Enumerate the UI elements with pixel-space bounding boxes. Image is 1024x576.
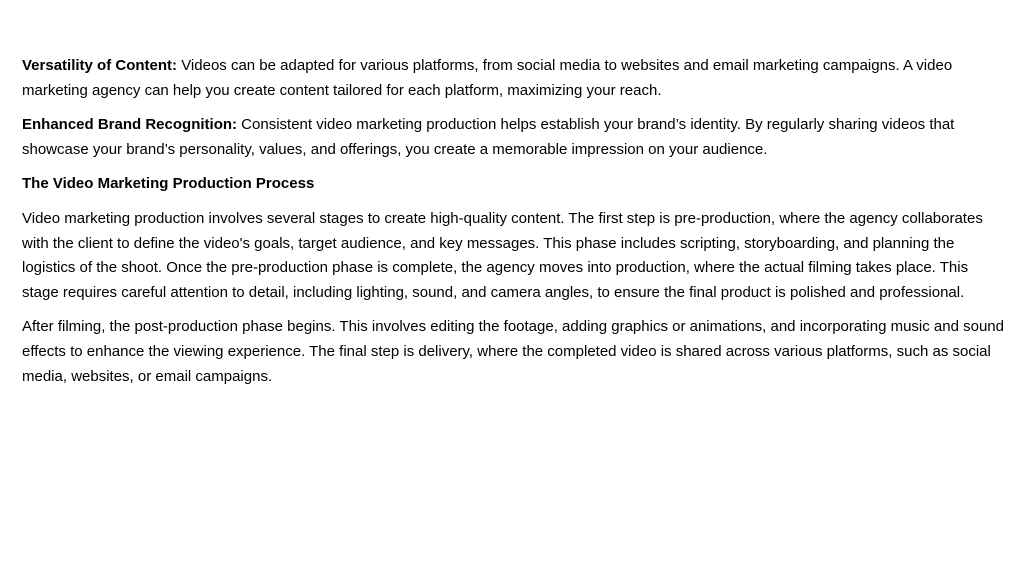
production-process-paragraph: Video marketing production involves several stages to create high-quality content. The first step is pre-production, where the agency collaborates with the client to define the video's goals, target audience, and key messages. This phase includes scripting, storyboarding, and planning the logistics of the shoot. Once the pre-production phase is complete, the agency moves into production, where the actual filming takes place. This stage requires careful attention to detail, including lighting, sound, and camera angles, to ensure the final product is polished and professional.	[22, 209, 983, 301]
section-heading: The Video Marketing Production Process	[22, 175, 315, 193]
brand-recognition-text: Consistent video marketing production helps establish your brand’s identity. By regularly sharing videos that showcase your brand’s personality, values, and offerings, you create a memorable impression on your audience.	[22, 116, 955, 158]
brand-recognition-lead: Enhanced Brand Recognition:	[22, 116, 238, 134]
versatility-lead: Versatility of Content:	[22, 57, 178, 74]
post-production-paragraph: After filming, the post-production phase begins. This involves editing the footage, adding graphics or animations, and incorporating music and sound effects to enhance the viewing experience. The final step is delivery, where the completed video is shared across various platforms, such as social media, websites, or email campaigns.	[22, 318, 1004, 385]
brand-recognition-paragraph	[22, 113, 1007, 162]
versatility-paragraph	[22, 54, 1007, 103]
versatility-text: Videos can be adapted for various platforms, from social media to websites and email marketing campaigns. A video marketing agency can help you create content tailored for each platform, maximizing your reach.	[22, 57, 953, 99]
document-page	[22, 54, 1007, 399]
